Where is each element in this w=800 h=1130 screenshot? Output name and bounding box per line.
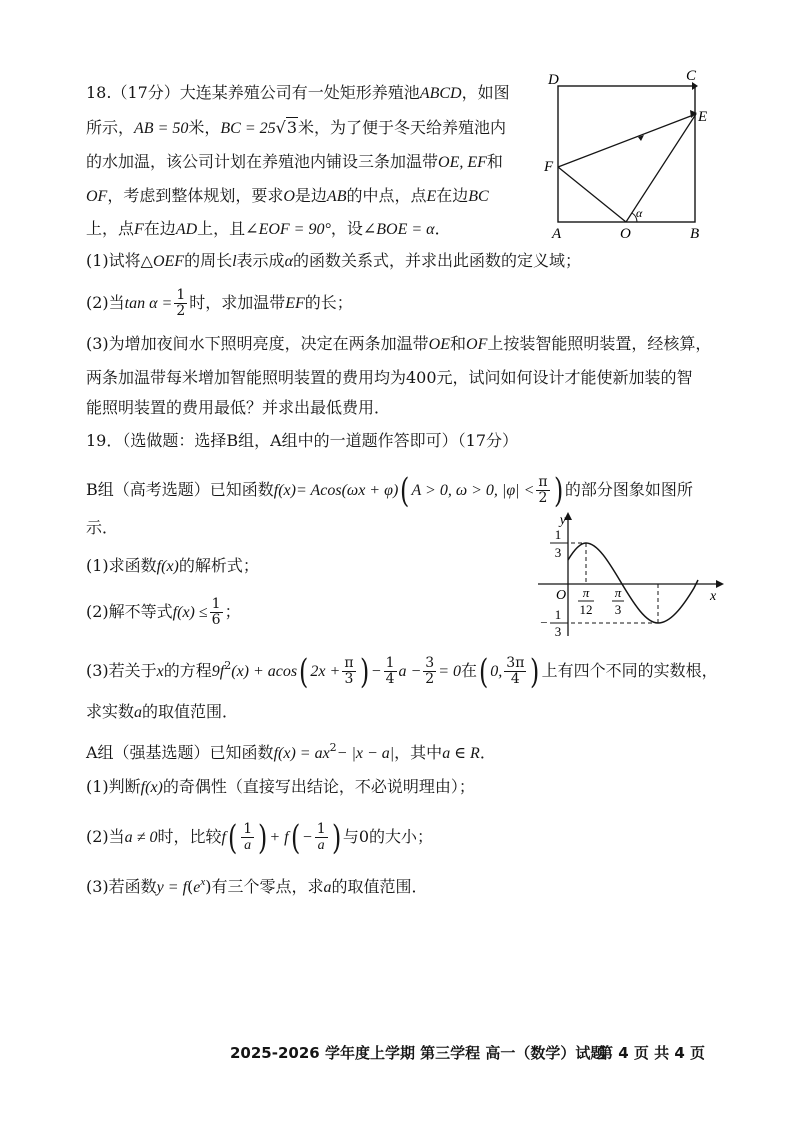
- q19-text: 的解析式；: [178, 556, 259, 575]
- fraction-3pi-4: $\frac{3\pi}{4}$: [506, 655, 525, 687]
- q19-math: −: [301, 829, 313, 846]
- q19-text: 19．（选做题：选择B组，A组中的一道题作答即可）（17分）: [86, 431, 519, 450]
- fraction-one-sixth: $\frac{1}{6}$: [211, 596, 221, 628]
- q19-superscript: 2: [329, 741, 337, 754]
- q19-math: f: [221, 829, 226, 846]
- fraction-pi-3: $\frac{\pi}{3}$: [344, 655, 354, 687]
- q18-math: EF: [285, 295, 305, 312]
- q19-math: f(x) = ax: [273, 745, 330, 762]
- q18-text: 和: [450, 334, 467, 353]
- q18-math: ABCD: [419, 85, 462, 102]
- q19-math: −: [370, 663, 382, 680]
- q19-text: 的奇偶性（直接写出结论，不必说明理由）；: [162, 777, 475, 796]
- paren-open: (: [479, 651, 489, 692]
- q18-text: 在边: [436, 186, 469, 205]
- q18-math: O: [283, 188, 295, 205]
- q19-b-3: [86, 651, 718, 692]
- fraction-one-half: $\frac{1}{2}$: [176, 287, 186, 319]
- paren-close: ): [359, 651, 369, 692]
- q18-math: AB: [326, 188, 347, 205]
- q19-math: = 0: [438, 663, 462, 680]
- q19-math: y = f: [156, 879, 188, 896]
- q19-text: (1)求函数: [86, 556, 157, 575]
- q18-text: 的周长: [184, 251, 233, 270]
- q18-sub-3-line-3: [86, 397, 390, 419]
- q18-text: 的长；: [304, 293, 353, 312]
- q18-line-4: [86, 185, 489, 208]
- q18-text: 上，且: [197, 219, 246, 238]
- q18-sub-3: [86, 333, 711, 356]
- q19-text: 示．: [86, 518, 119, 537]
- q18-text: 米，为了便于冬天给养殖池内: [298, 118, 507, 137]
- origin-label: O: [556, 588, 567, 603]
- paren-open: (: [299, 651, 309, 692]
- q19-a-intro: [86, 737, 496, 765]
- q19-text: A组（强基选题）已知函数: [86, 743, 274, 762]
- q18-text: ．: [434, 219, 451, 238]
- q19-math: 2x +: [310, 663, 341, 680]
- tick-neg-one-third-den: 3: [554, 624, 562, 639]
- q18-text: 的中点，点: [346, 186, 427, 205]
- q19-math: 0,: [490, 663, 503, 680]
- q18-math: OE, EF: [438, 154, 487, 171]
- q18-sub-1: [86, 250, 581, 273]
- fraction-1-over-a: $\frac{1}{a}$: [243, 821, 253, 853]
- q19-math: a: [323, 879, 332, 896]
- tick-neg-sign: −: [540, 615, 548, 630]
- q19-text: ，其中: [394, 743, 443, 762]
- q19-b-2: [86, 597, 241, 628]
- q19-text: 的取值范围．: [331, 877, 428, 896]
- q18-text: 的水加温，该公司计划在养殖池内铺设三条加温带: [86, 152, 439, 171]
- paren-open: (: [290, 817, 300, 858]
- q19-text: ．: [479, 743, 496, 762]
- q19-math: x: [156, 663, 164, 680]
- paren-open: (: [227, 817, 238, 858]
- q18-math: BC = 25: [220, 120, 276, 137]
- q19-title: [86, 430, 518, 452]
- segment-fe: [558, 114, 696, 167]
- q19-math: = Acos(ωx + φ): [295, 482, 399, 499]
- q18-text: 表示成: [236, 251, 285, 270]
- q18-text: ，如图: [461, 83, 510, 102]
- q19-a-2: [86, 817, 434, 858]
- label-e: E: [698, 109, 708, 125]
- q19-text: 有三个零点，求: [211, 877, 324, 896]
- q18-line-1: [86, 82, 510, 105]
- fraction-three-halves: $\frac{3}{2}$: [425, 655, 435, 687]
- q18-text: 两条加温带每米增加智能照明装置的费用均为400元，试问如何设计才能使新加装的智: [86, 368, 693, 387]
- q18-line-5: [86, 218, 451, 241]
- q19-superscript: 2: [224, 659, 232, 672]
- fraction-pi-2: $\frac{\pi}{2}$: [538, 474, 548, 506]
- q18-text: 能照明装置的费用最低？并求出最低费用．: [86, 398, 391, 417]
- q18-text: 的函数关系式，并求出此函数的定义域；: [292, 251, 581, 270]
- x-label: x: [710, 589, 717, 604]
- q19-math: a ≠ 0: [124, 829, 158, 846]
- q18-text: 和: [486, 152, 503, 171]
- q18-math: AB = 50: [134, 120, 189, 137]
- label-o: O: [620, 226, 631, 242]
- q18-text: 米，: [188, 118, 221, 137]
- q18-text: 18.（17分）大连某养殖公司有一处矩形养殖池: [86, 83, 420, 102]
- q19-math: 9f: [211, 663, 225, 680]
- q18-math: OF: [466, 336, 488, 353]
- q19-text: (3)若关于: [86, 661, 157, 680]
- q19-text: 在: [461, 661, 478, 680]
- q18-sub-2: [86, 288, 353, 319]
- fraction-one-quarter: $\frac{1}{4}$: [385, 655, 395, 687]
- q18-math: AD: [175, 221, 198, 238]
- q18-text: 上，点: [86, 219, 135, 238]
- q18-text: 是边: [294, 186, 327, 205]
- q19-math: − |x − a|: [336, 745, 395, 762]
- q18-math: BC: [468, 188, 489, 205]
- q18-math: OF: [86, 188, 108, 205]
- q19-math: f(x): [156, 558, 179, 575]
- q18-text: 所示，: [86, 118, 135, 137]
- q19-text: 上有四个不同的实数根，: [541, 661, 718, 680]
- x-axis-arrow: [716, 580, 724, 588]
- label-d: D: [548, 72, 559, 88]
- q18-text: 上按装智能照明装置，经核算，: [487, 334, 712, 353]
- q19-math: f(x): [140, 779, 163, 796]
- rectangle-abcd: [558, 86, 695, 222]
- q19-math: a −: [398, 663, 422, 680]
- q18-math: α: [284, 253, 293, 270]
- q18-math: l: [232, 253, 237, 270]
- q18-sub-3-line-2: [86, 367, 693, 389]
- q19-text: 的取值范围．: [142, 702, 239, 721]
- tick-pi3-num: π: [614, 585, 622, 600]
- q18-text: 在边: [143, 219, 176, 238]
- paren-open: (: [400, 470, 410, 511]
- q19-a-3: [86, 871, 428, 899]
- q19-graph: [530, 508, 730, 640]
- q18-text: (2)当: [86, 293, 125, 312]
- tick-pi3-den: 3: [614, 602, 622, 617]
- label-f: F: [544, 159, 554, 175]
- q18-math: E: [426, 188, 437, 205]
- q19-b-1: [86, 555, 259, 578]
- q18-math: △OEF: [140, 253, 185, 270]
- label-a: A: [552, 226, 562, 242]
- segment-fo: [558, 167, 626, 222]
- q19-b-intro: [86, 470, 693, 511]
- q19-a-1: [86, 776, 475, 799]
- tick-one-third-den: 3: [554, 545, 562, 560]
- q19-text: (3)若函数: [86, 877, 157, 896]
- q18-text: ，设: [330, 219, 363, 238]
- q18-math: tan α =: [124, 295, 173, 312]
- tick-pi12-den: 12: [579, 602, 593, 617]
- q18-line-2: 所示，AB = 50米，BC = 25√3米，为了便于冬天给养殖池内: [86, 118, 507, 137]
- q19-text: 的部分图象如图所: [564, 480, 693, 499]
- q19-math: e: [193, 879, 201, 896]
- q19-math: f(x) ≤: [172, 604, 208, 621]
- q19-math: A > 0, ω > 0, |φ| <: [411, 482, 535, 499]
- q18-math: ∠BOE = α: [362, 221, 435, 238]
- label-alpha: α: [636, 206, 643, 220]
- q18-figure: [540, 66, 720, 242]
- q18-text: (3)为增加夜间水下照明亮度，决定在两条加温带: [86, 334, 429, 353]
- paren-close: ): [258, 817, 268, 858]
- paren-close: ): [553, 470, 563, 511]
- q19-math: a ∈ R: [442, 745, 480, 762]
- label-c: C: [686, 68, 697, 84]
- q19-text: (2)当: [86, 827, 125, 846]
- q19-text: (2)解不等式: [86, 602, 173, 621]
- q18-text: 时，求加温带: [189, 293, 286, 312]
- fraction-neg-1-over-a: $\frac{1}{a}$: [316, 821, 326, 853]
- tick-pi12-num: π: [582, 585, 590, 600]
- q18-text: (1)试将: [86, 251, 141, 270]
- paren-close: ): [205, 877, 212, 896]
- q18-math: OE: [428, 336, 450, 353]
- q19-superscript: x: [200, 876, 206, 888]
- q19-text: (1)判断: [86, 777, 141, 796]
- q19-math: (x) + acos: [231, 663, 298, 680]
- q19-text: 的方程: [163, 661, 212, 680]
- sqrt-radicand: 3: [286, 118, 298, 137]
- footer-exam-title: 2025-2026 学年度上学期 第三学程 高一（数学）试题: [230, 1044, 606, 1062]
- q19-text: B组（高考选题）已知函数: [86, 480, 274, 499]
- q18-line-3: [86, 151, 503, 174]
- q19-math: f(x): [273, 482, 296, 499]
- q18-math: ∠EOF = 90°: [245, 221, 331, 238]
- q19-math: + f: [269, 829, 289, 846]
- y-label: y: [559, 513, 566, 528]
- paren-close: ): [331, 817, 341, 858]
- tick-one-third-num: 1: [554, 527, 562, 542]
- q19-math: a: [134, 704, 143, 721]
- q19-text: 时，比较: [157, 827, 222, 846]
- paren-close: ): [530, 651, 540, 692]
- q18-math: F: [134, 221, 144, 238]
- q19-b-3-line-2: [86, 701, 238, 724]
- q19-b-intro-2: [86, 517, 118, 539]
- q19-text: ；: [224, 602, 241, 621]
- q19-text: 与0的大小；: [342, 827, 434, 846]
- footer-page-number: 第 4 页 共 4 页: [598, 1044, 705, 1062]
- label-b: B: [690, 226, 700, 242]
- tick-neg-one-third-num: 1: [554, 607, 562, 622]
- q19-text: 求实数: [86, 702, 135, 721]
- q18-text: ，考虑到整体规划，要求: [107, 186, 284, 205]
- paren-open: (: [187, 877, 194, 896]
